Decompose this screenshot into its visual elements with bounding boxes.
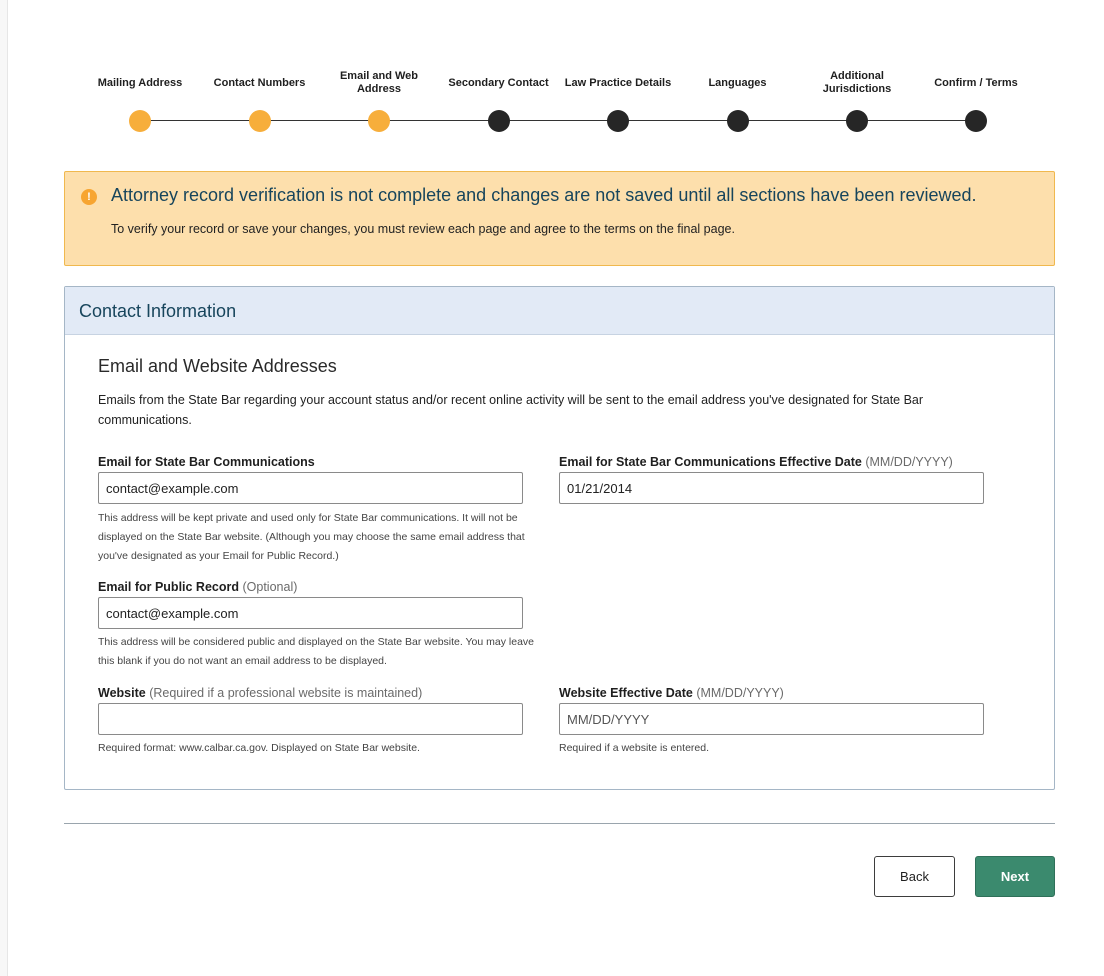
step-law-practice-details[interactable] [558,0,678,140]
step-indicator-pending [965,110,987,132]
progress-stepper [81,0,1036,140]
step-email-web-address[interactable] [319,0,439,140]
step-label: Law Practice Details [564,76,672,89]
step-languages[interactable] [678,0,798,140]
step-label: Contact Numbers [213,76,306,89]
public-email-input[interactable] [98,597,523,629]
sb-email-help: This address will be kept private and used only for State Bar communications. It will not be displayed on the State Bar website. (Although you may choose the same email address that you've designated as your Email for Public Record.) [98,512,525,562]
sb-email-date-input[interactable] [559,472,984,504]
public-email-help: This address will be considered public and displayed on the State Bar website. You may leave this blank if you do not want an email address to be displayed. [98,636,535,667]
website-date-help: Required if a website is entered. [559,742,709,754]
step-label: Email and Web Address [339,70,419,95]
step-secondary-contact[interactable] [439,0,559,140]
website-input[interactable] [98,703,523,735]
next-button[interactable]: Next [975,856,1055,897]
step-confirm-terms[interactable] [916,0,1036,140]
website-label-text: Website [98,686,146,700]
sb-email-label-text: Email for State Bar Communications [98,455,315,469]
step-indicator-pending [727,110,749,132]
sb-email-date-label-text: Email for State Bar Communications Effective Date [559,455,862,469]
verification-alert [64,171,1055,266]
step-label: Additional Jurisdictions [822,70,892,95]
section-description: Emails from the State Bar regarding your account status and/or recent online activity will be sent to the email address you've designated for State Bar communications. [98,393,924,427]
step-indicator-completed [129,110,151,132]
step-indicator-pending [488,110,510,132]
step-label: Languages [708,76,767,89]
alert-body: To verify your record or save your changes, you must review each page and agree to the terms on the final page. [111,222,735,236]
public-email-label-text: Email for Public Record [98,580,240,594]
step-label: Secondary Contact [448,76,549,89]
public-email-hint: (Optional) [242,580,298,594]
info-icon: ! [81,189,97,205]
step-label: Confirm / Terms [934,76,1018,89]
step-indicator-completed [368,110,390,132]
website-help: Required format: www.calbar.ca.gov. Displayed on State Bar website. [98,742,420,754]
website-date-label-text: Website Effective Date [559,686,693,700]
public-email-label [98,580,297,594]
website-date-input[interactable] [559,703,984,735]
step-indicator-pending [607,110,629,132]
step-contact-numbers[interactable] [200,0,320,140]
website-date-hint: (MM/DD/YYYY) [696,686,784,700]
website-date-label [559,686,784,700]
section-title: Email and Website Addresses [98,356,337,376]
footer-divider [64,823,1055,824]
sb-email-date-label [559,455,953,469]
contact-information-panel [64,286,1055,790]
panel-header [65,287,1054,335]
step-indicator-completed [249,110,271,132]
step-mailing-address[interactable] [80,0,200,140]
page-left-edge [0,0,8,976]
back-button[interactable]: Back [874,856,955,897]
step-additional-jurisdictions[interactable] [797,0,917,140]
sb-email-input[interactable] [98,472,523,504]
step-label: Mailing Address [97,76,183,89]
sb-email-date-hint: (MM/DD/YYYY) [865,455,953,469]
step-indicator-pending [846,110,868,132]
website-label [98,686,422,700]
alert-title: Attorney record verification is not complete and changes are not saved until all sections have been reviewed. [111,185,977,205]
panel-title: Contact Information [79,301,237,321]
sb-email-label [98,455,315,469]
website-hint: (Required if a professional website is maintained) [149,686,423,700]
